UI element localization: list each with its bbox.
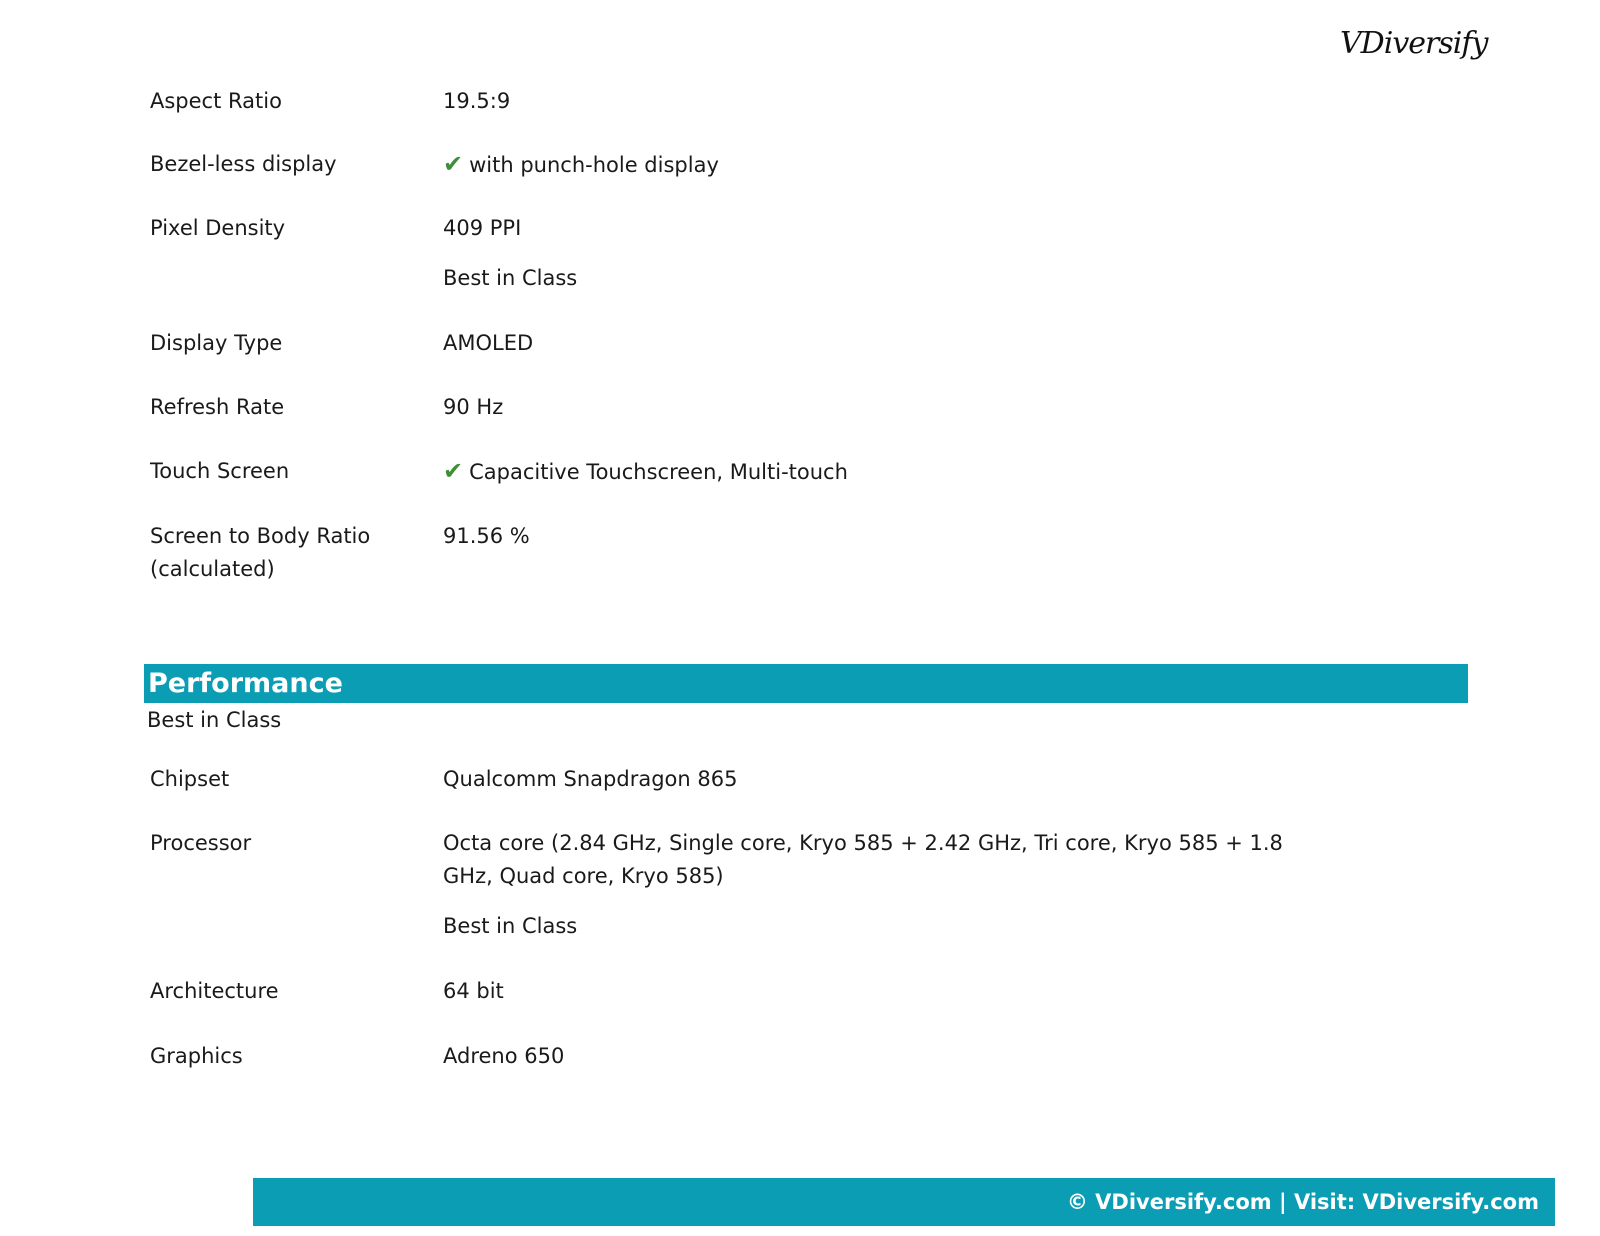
spec-value: Qualcomm Snapdragon 865 <box>443 767 738 791</box>
spec-label: Processor <box>150 831 252 855</box>
check-icon: ✔ <box>443 457 464 485</box>
spec-label: Touch Screen <box>150 459 290 483</box>
spec-label: Graphics <box>150 1044 243 1068</box>
footer-bar <box>253 1178 1555 1226</box>
best-in-class-note: Best in Class <box>443 914 578 938</box>
spec-label: Bezel-less display <box>150 152 337 176</box>
spec-value: Octa core (2.84 GHz, Single core, Kryo 585 + 2.42 GHz, Tri core, Kryo 585 + 1.8 GHz, Quad core, Kryo 585) <box>443 831 1283 888</box>
spec-value: 64 bit <box>443 979 504 1003</box>
section-title: Performance <box>148 668 343 699</box>
spec-label: Pixel Density <box>150 216 286 240</box>
section-subtitle: Best in Class <box>147 708 282 732</box>
vdiversify-logo: VDiversify <box>1340 26 1488 61</box>
best-in-class-note: Best in Class <box>443 266 578 290</box>
footer-copyright: © VDiversify.com | Visit: VDiversify.com <box>1066 1190 1539 1214</box>
spec-value: AMOLED <box>443 331 534 355</box>
spec-value: 91.56 % <box>443 524 530 548</box>
spec-value-wrap <box>443 148 1293 182</box>
spec-value: 409 PPI <box>443 216 522 240</box>
check-icon: ✔ <box>443 150 464 178</box>
performance-header-bar <box>144 664 1468 703</box>
spec-value: Adreno 650 <box>443 1044 565 1068</box>
spec-value: 90 Hz <box>443 395 504 419</box>
spec-label: Refresh Rate <box>150 395 285 419</box>
spec-value: Capacitive Touchscreen, Multi-touch <box>469 460 848 484</box>
spec-value-wrap <box>443 455 1293 489</box>
spec-label: Architecture <box>150 979 279 1003</box>
spec-label: Chipset <box>150 767 230 791</box>
spec-value: with punch-hole display <box>469 153 719 177</box>
spec-label: Aspect Ratio <box>150 89 282 113</box>
spec-value: 19.5:9 <box>443 89 511 113</box>
spec-label: Display Type <box>150 331 283 355</box>
spec-label: Screen to Body Ratio (calculated) <box>150 524 371 581</box>
